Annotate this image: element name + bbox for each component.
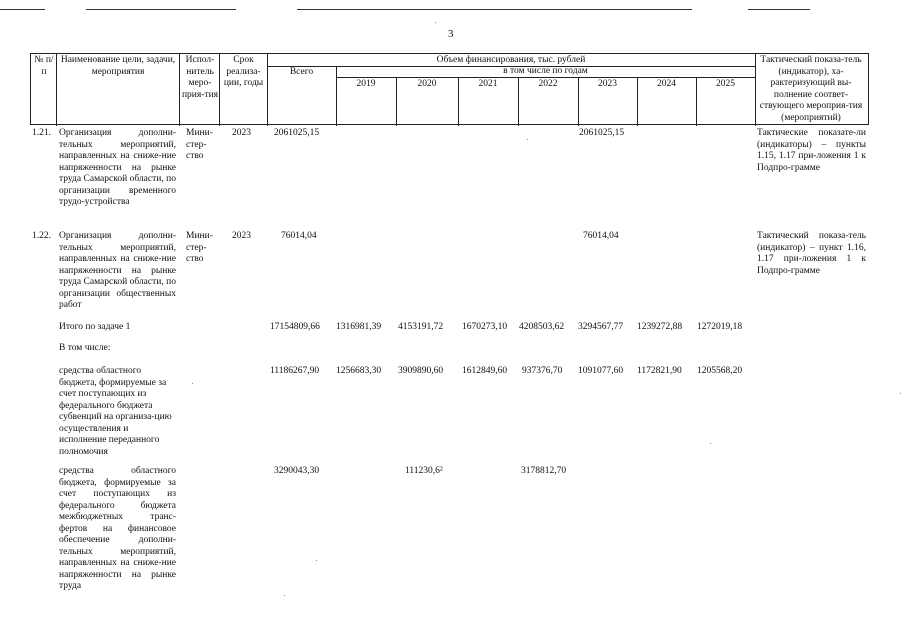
row-2023: 76014,04 <box>583 231 619 241</box>
total-value: 17154809,66 <box>270 322 320 332</box>
source-value: 1205568,20 <box>697 366 743 376</box>
header-total: Всего <box>289 67 314 77</box>
row-executor: Мини-стер-ство <box>186 128 213 161</box>
table-header <box>30 53 869 125</box>
row-num: 1.21. <box>32 128 51 138</box>
row-2023: 2061025,15 <box>579 128 625 138</box>
header-year-2021: 2021 <box>478 79 498 89</box>
header-executor: Испол-нитель меро-прия-тия <box>181 55 219 100</box>
row-total: 76014,04 <box>281 231 317 241</box>
header-term: Срок реализа-ции, годы <box>223 55 264 88</box>
row-total: 2061025,15 <box>274 128 320 138</box>
scan-speck <box>900 393 901 394</box>
header-year-2025: 2025 <box>716 79 735 89</box>
source-value: 1256683,30 <box>336 366 382 376</box>
header-funding-title: Объем финансирования, тыс. рублей <box>436 55 586 65</box>
row-name: Организация дополни-тельных мероприятий, направленных на сниже-ние напряженности на рынке труда Самарской области, по организации общественных работ <box>59 231 176 310</box>
row-term: 2023 <box>232 231 251 241</box>
header-year-2019: 2019 <box>356 79 376 89</box>
row-term: 2023 <box>232 128 251 138</box>
source-value: 11186267,90 <box>270 366 320 376</box>
source-value: 3178812,70 <box>521 466 567 476</box>
top-border-fragment <box>86 9 236 10</box>
header-by-years: в том числе по годам <box>503 66 588 76</box>
top-border-fragment <box>0 9 45 10</box>
source-value: 937376,70 <box>522 366 563 376</box>
row-name: Организация дополни-тельных мероприятий, направленных на сниже-ние напряженности на рынке труда Самарской области, по организации временного трудо-устройства <box>59 128 176 207</box>
total-value: 3294567,77 <box>578 322 624 332</box>
source-label: средства областного бюджета, формируемые за счет поступающих из федерального бюджета субвенций на организа-цию осуществления и исполнение переданного полномочия <box>59 366 172 457</box>
page-number: 3 <box>448 28 454 40</box>
source-value: 3909890,60 <box>398 366 444 376</box>
header-name: Наименование цели, задачи, мероприятия <box>60 55 176 77</box>
row-executor: Мини-стер-ство <box>186 231 213 264</box>
row-num: 1.22. <box>32 231 51 241</box>
total-value: 4153191,72 <box>398 322 444 332</box>
row-indicator: Тактический показа-тель (индикатор) – пункт 1.16, 1.17 при-ложения 1 к Подпро-грамме <box>757 231 866 276</box>
scan-speck <box>527 139 528 140</box>
header-indicator: Тактический показа-тель (индикатор), ха-рактеризующий вы-полнение соответ-ствующего мероприя-тия (мероприятий) <box>759 55 863 123</box>
scan-speck <box>435 22 436 23</box>
source-value: 1172821,90 <box>637 366 682 376</box>
including-label: В том числе: <box>59 343 111 353</box>
source-label: средства областного бюджета, формируемые за счет поступающих из федерального бюджета межбюджетных транс-фертов на финансовое обеспечение дополни-тельных мероприятий, направленных на сниже-ние напряженности на рынке труда <box>59 466 176 591</box>
total-value: 4208503,62 <box>519 322 565 332</box>
source-value: 1091077,60 <box>578 366 624 376</box>
total-value: 1670273,10 <box>462 322 508 332</box>
scan-speck <box>316 560 317 561</box>
scan-speck <box>284 595 285 596</box>
header-year-2024: 2024 <box>657 79 676 89</box>
header-year-2022: 2022 <box>538 79 558 89</box>
row-indicator: Тактические показате-ли (индикаторы) – пункты 1.15, 1.17 при-ложения 1 к Подпро-грамме <box>757 128 866 173</box>
total-value: 1316981,39 <box>336 322 382 332</box>
total-value: 1239272,88 <box>637 322 683 332</box>
total-value: 1272019,18 <box>697 322 743 332</box>
top-border-fragment <box>297 9 692 10</box>
source-value: 111230,6² <box>405 466 443 476</box>
scan-speck <box>710 443 711 444</box>
top-border-fragment <box>748 9 810 10</box>
header-year-2020: 2020 <box>417 79 437 89</box>
source-value: 1612849,60 <box>462 366 508 376</box>
scan-speck <box>192 383 193 384</box>
total-label: Итого по задаче 1 <box>59 322 131 332</box>
header-num: № п/п <box>34 55 54 77</box>
header-year-2023: 2023 <box>598 79 617 89</box>
source-value: 3290043,30 <box>274 466 320 476</box>
